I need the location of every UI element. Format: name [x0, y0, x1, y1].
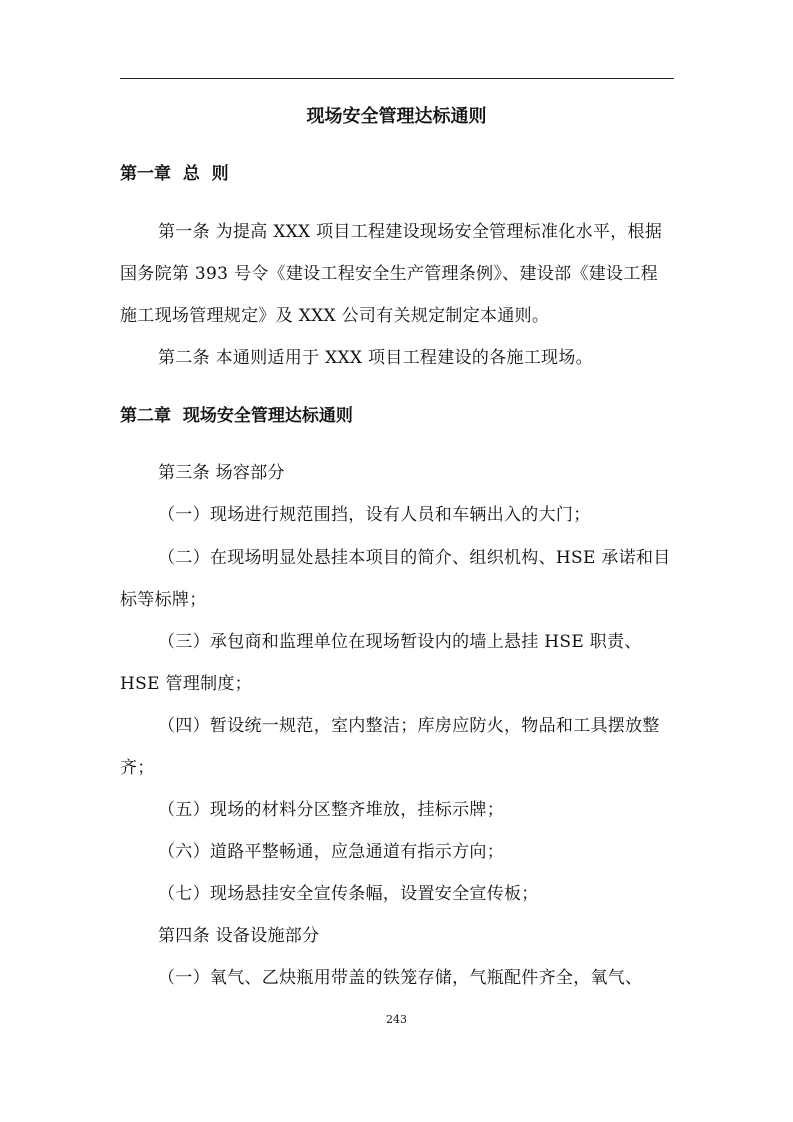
chapter-2-heading: 第二章 现场安全管理达标通则	[120, 406, 353, 426]
document-title: 现场安全管理达标通则	[306, 106, 487, 127]
article-4: 第四条 设备设施部分	[158, 926, 320, 946]
article-3-item-3: （三）承包商和监理单位在现场暂设内的墙上悬挂 HSE 职责、HSE 管理制度；	[120, 632, 642, 694]
article-3-item-7: （七）现场悬挂安全宣传条幅，设置安全宣传板；	[158, 884, 539, 904]
article-1: 第一条 为提高 XXX 项目工程建设现场安全管理标准化水平，根据国务院第 393 号令《建设工程安全生产管理条例》、建设部《建设工程施工现场管理规定》及 XXX 公司有关规定制定本通则。	[120, 222, 663, 326]
article-3-item-5: （五）现场的材料分区整齐堆放，挂标示牌；	[158, 800, 504, 820]
header-rule	[120, 78, 674, 79]
article-3: 第三条 场容部分	[158, 463, 285, 483]
chapter-1-heading: 第一章 总 则	[120, 164, 229, 184]
article-2: 第二条 本通则适用于 XXX 项目工程建设的各施工现场。	[158, 348, 593, 368]
article-4-item-1: （一）氧气、乙炔瓶用带盖的铁笼存储，气瓶配件齐全，氧气、	[158, 968, 643, 988]
article-3-item-2: （二）在现场明显处悬挂本项目的简介、组织机构、HSE 承诺和目标等标牌；	[120, 548, 671, 610]
article-3-item-1: （一）现场进行规范围挡，设有人员和车辆出入的大门；	[158, 505, 591, 525]
article-3-item-6: （六）道路平整畅通，应急通道有指示方向；	[158, 842, 504, 862]
article-3-item-4: （四）暂设统一规范，室内整洁；库房应防火，物品和工具摆放整齐；	[120, 716, 660, 778]
page-number: 243	[386, 1013, 407, 1026]
